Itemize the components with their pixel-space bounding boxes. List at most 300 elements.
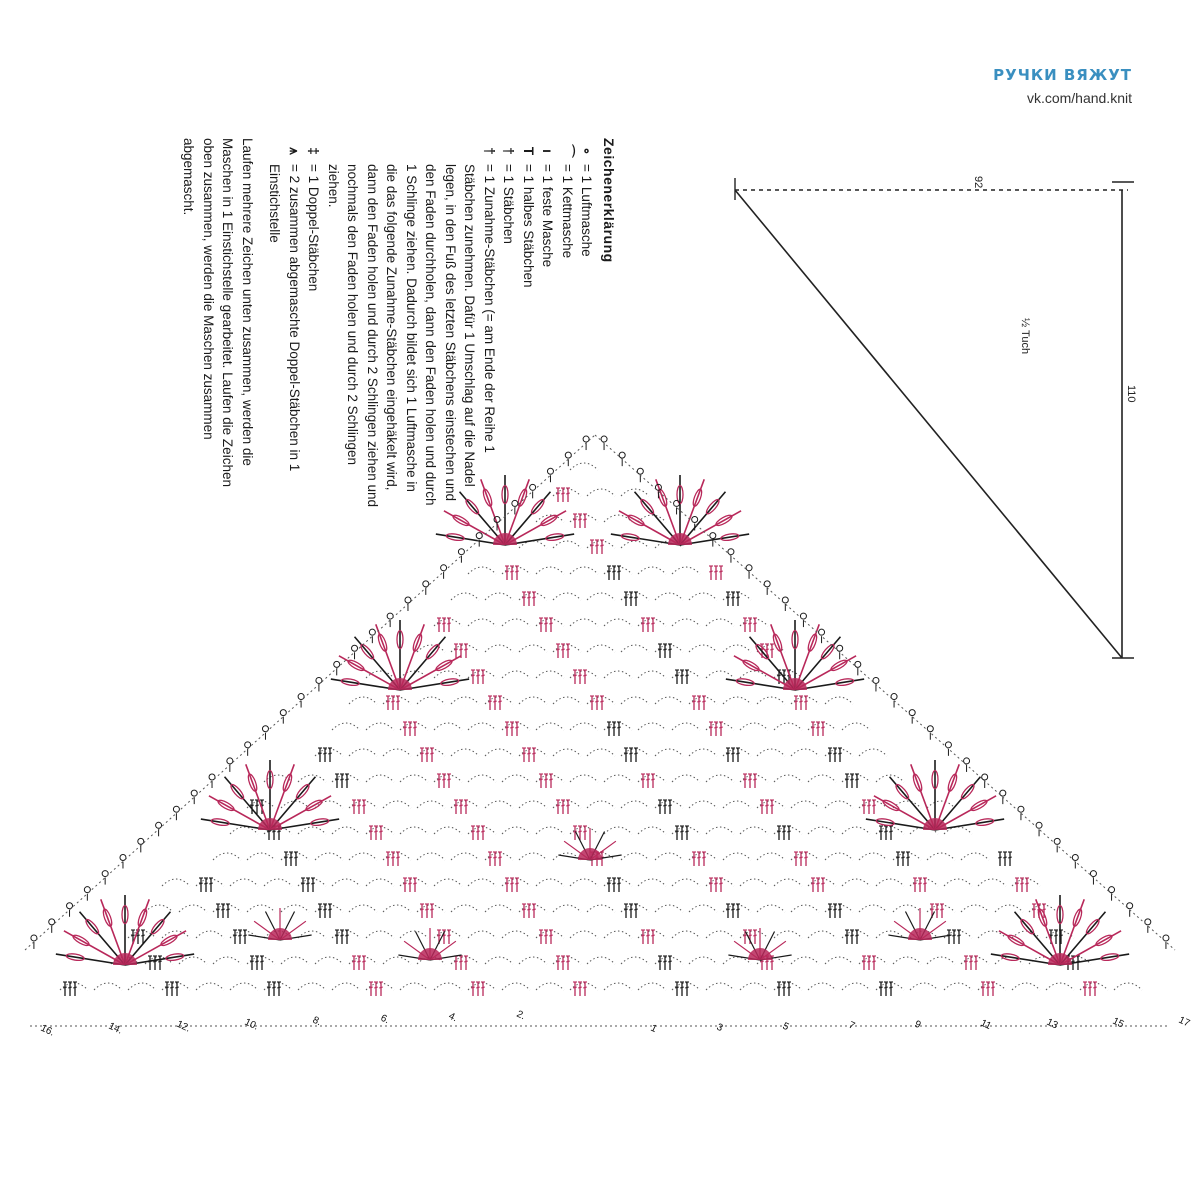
stitch-crossbar	[629, 597, 633, 598]
chain-arc	[553, 749, 581, 756]
picot	[710, 533, 716, 539]
chain-arc	[706, 619, 734, 626]
chain-arc	[961, 957, 989, 964]
chain-arc	[451, 697, 479, 704]
chain-arc	[961, 853, 989, 860]
chain-arc	[94, 983, 122, 990]
stitch-crossbar	[396, 701, 400, 702]
stitch-crossbar	[986, 987, 990, 988]
stitch-crossbar	[345, 779, 349, 780]
stitch-crossbar	[906, 857, 910, 858]
picot	[316, 677, 322, 683]
chain-arc	[332, 827, 360, 834]
picot	[156, 822, 162, 828]
stitch-crossbar	[476, 831, 480, 832]
stitch-crossbar	[549, 623, 553, 624]
chain-arc	[910, 879, 938, 886]
stitch-crossbar	[998, 857, 1002, 858]
chain-arc	[604, 983, 632, 990]
chain-arc	[400, 931, 428, 938]
chain-arc	[536, 567, 564, 574]
chain-arc	[349, 697, 377, 704]
chain-arc	[587, 489, 615, 496]
chain-arc	[502, 567, 530, 574]
picot	[1109, 887, 1115, 893]
chain-arc	[400, 723, 428, 730]
chain-arc	[400, 983, 428, 990]
stitch-crossbar	[748, 623, 752, 624]
stitch-crossbar	[714, 727, 718, 728]
chain-arc	[570, 931, 598, 938]
chain-arc	[587, 645, 615, 652]
chain-arc	[298, 827, 326, 834]
stitch-crossbar	[476, 987, 480, 988]
chain-arc	[689, 957, 717, 964]
chain-arc	[808, 775, 836, 782]
stitch-crossbar	[889, 831, 893, 832]
stitch-crossbar	[709, 571, 713, 572]
stitch-crossbar	[782, 831, 786, 832]
stitch-crossbar	[612, 727, 616, 728]
stitch-crossbar	[306, 883, 310, 884]
stitch-crossbar	[940, 909, 944, 910]
stitch-crossbar	[748, 779, 752, 780]
legend-note: Laufen mehrere Zeichen unten zusammen, werden die Maschen in 1 Einstichstelle gearbeitet. Laufen die Zeichen oben zusammen, werden die Maschen zusammen abgemascht.	[181, 138, 255, 487]
chain-arc	[740, 723, 768, 730]
stitch-crossbar	[510, 883, 514, 884]
stitch-crossbar	[629, 753, 633, 754]
slip-stitch-symbol: ⌒	[560, 144, 575, 158]
stitch-crossbar	[464, 805, 468, 806]
stitch-crossbar	[532, 597, 536, 598]
chain-arc	[604, 775, 632, 782]
stitch-crossbar	[243, 935, 247, 936]
chain-arc	[417, 749, 445, 756]
stitch-crossbar	[651, 623, 655, 624]
schematic-label: ½ Tuch	[1019, 318, 1031, 355]
treble-symbol: ‡	[306, 147, 322, 155]
chain-arc	[638, 671, 666, 678]
stitch-crossbar	[515, 727, 519, 728]
chain-arc	[638, 827, 666, 834]
stitch-crossbar	[753, 623, 757, 624]
picot	[387, 613, 393, 619]
stitch-crossbar	[260, 961, 264, 962]
stitch-crossbar	[328, 753, 332, 754]
stitch-crossbar	[855, 935, 859, 936]
chain-arc	[485, 905, 513, 912]
chain-arc	[604, 567, 632, 574]
chain-arc	[519, 749, 547, 756]
chain-arc	[689, 645, 717, 652]
stitch-crossbar	[595, 701, 599, 702]
stitch-crossbar	[510, 571, 514, 572]
stitch-crossbar	[782, 987, 786, 988]
chain-arc	[315, 957, 343, 964]
stitch-crossbar	[442, 623, 446, 624]
chain-arc	[502, 879, 530, 886]
chain-arc	[808, 827, 836, 834]
chain-arc	[451, 749, 479, 756]
chain-arc	[587, 541, 615, 548]
chain-arc	[876, 983, 904, 990]
chain-arc	[672, 879, 700, 886]
stitch-crossbar	[68, 987, 72, 988]
stitch-crossbar	[804, 701, 808, 702]
chain-arc	[485, 801, 513, 808]
stitch-crossbar	[408, 727, 412, 728]
row-label: 1	[648, 1022, 659, 1036]
chain-arc	[536, 931, 564, 938]
chain-arc	[485, 957, 513, 964]
chain-arc	[638, 567, 666, 574]
stitch-crossbar	[272, 831, 276, 832]
stitch-crossbar	[527, 597, 531, 598]
stitch-crossbar	[561, 649, 565, 650]
stitch-crossbar	[447, 623, 451, 624]
stitch-crossbar	[935, 909, 939, 910]
stitch-crossbar	[668, 961, 672, 962]
chain-arc	[723, 905, 751, 912]
chain-arc	[383, 749, 411, 756]
stitch-crossbar	[476, 675, 480, 676]
chain-arc	[570, 775, 598, 782]
chain-arc	[332, 775, 360, 782]
chain-arc	[621, 957, 649, 964]
chain-arc	[774, 775, 802, 782]
chain-arc	[876, 827, 904, 834]
chain-arc	[604, 879, 632, 886]
stitch-crossbar	[765, 961, 769, 962]
chain-arc	[655, 749, 683, 756]
chain-arc	[536, 619, 564, 626]
chain-arc	[213, 853, 241, 860]
chain-arc	[570, 983, 598, 990]
picot	[530, 484, 536, 490]
stitch-crossbar	[566, 961, 570, 962]
stitch-crossbar	[719, 883, 723, 884]
row-label: 8.	[310, 1014, 323, 1029]
stitch-crossbar	[770, 805, 774, 806]
row-label: 14.	[106, 1020, 124, 1037]
legend-text: = 1 halbes Stäbchen	[521, 164, 536, 288]
chain-arc	[1012, 983, 1040, 990]
chain-arc	[553, 697, 581, 704]
chain-arc	[145, 905, 173, 912]
chain-arc	[434, 827, 462, 834]
stitch-crossbar	[612, 883, 616, 884]
stitch-crossbar	[600, 545, 604, 546]
chain-arc	[808, 931, 836, 938]
stitch-crossbar	[804, 857, 808, 858]
chain-arc	[655, 645, 683, 652]
stitch-crossbar	[430, 909, 434, 910]
chain-arc	[859, 905, 887, 912]
picot	[583, 436, 589, 442]
stitch-crossbar	[680, 987, 684, 988]
picot	[245, 742, 251, 748]
stitch-crossbar	[396, 857, 400, 858]
stitch-crossbar	[889, 987, 893, 988]
stitch-crossbar	[685, 831, 689, 832]
chain-arc	[672, 723, 700, 730]
picot	[601, 436, 607, 442]
stitch-crossbar	[617, 571, 621, 572]
chain-arc	[417, 697, 445, 704]
picot	[1000, 790, 1006, 796]
chain-arc	[349, 905, 377, 912]
row-label: 15	[1110, 1015, 1126, 1031]
chain-arc	[485, 593, 513, 600]
chain-arc	[383, 801, 411, 808]
stitch-crossbar	[697, 857, 701, 858]
picot	[49, 919, 55, 925]
fan-center	[578, 848, 602, 860]
chain-arc	[502, 827, 530, 834]
stitch-crossbar	[736, 909, 740, 910]
chain-arc	[468, 775, 496, 782]
stitch-crossbar	[413, 727, 417, 728]
chain-arc	[349, 957, 377, 964]
chain-arc	[689, 801, 717, 808]
stitch-crossbar	[345, 935, 349, 936]
stitch-crossbar	[561, 493, 565, 494]
stitch-crossbar	[566, 493, 570, 494]
chain-arc	[298, 983, 326, 990]
stitch-crossbar	[328, 909, 332, 910]
stitch-crossbar	[731, 753, 735, 754]
chain-arc	[434, 671, 462, 678]
chain-arc	[553, 645, 581, 652]
stitch-crossbar	[425, 909, 429, 910]
stitch-crossbar	[1025, 883, 1029, 884]
stitch-crossbar	[770, 961, 774, 962]
row-label: 6.	[378, 1012, 391, 1027]
row-label: 3	[714, 1021, 725, 1035]
chain-arc	[468, 567, 496, 574]
chain-arc	[825, 853, 853, 860]
stitch-crossbar	[362, 805, 366, 806]
chain-arc	[349, 749, 377, 756]
chain-arc	[672, 619, 700, 626]
chain-arc	[468, 619, 496, 626]
stitch-crossbar	[561, 805, 565, 806]
stitch-crossbar	[1054, 935, 1058, 936]
chain-arc	[791, 801, 819, 808]
chain-arc	[1012, 879, 1040, 886]
chain-arc	[621, 541, 649, 548]
stitch-crossbar	[770, 649, 774, 650]
stitch-crossbar	[736, 753, 740, 754]
row-label: 7	[846, 1019, 857, 1033]
chain-arc	[468, 671, 496, 678]
chain-arc	[247, 853, 275, 860]
chain-arc	[689, 853, 717, 860]
stitch-crossbar	[600, 701, 604, 702]
stitch-crossbar	[663, 649, 667, 650]
chain-arc	[706, 827, 734, 834]
picot	[637, 468, 643, 474]
chain-arc	[451, 957, 479, 964]
chain-arc	[723, 853, 751, 860]
stitch-crossbar	[357, 805, 361, 806]
stitch-crossbar	[294, 857, 298, 858]
chain-arc	[587, 801, 615, 808]
half-double-symbol: T	[521, 146, 536, 156]
chain-arc	[400, 775, 428, 782]
chain-arc	[689, 593, 717, 600]
chain-arc	[604, 723, 632, 730]
chain-arc	[434, 931, 462, 938]
chain-arc	[774, 879, 802, 886]
stitch-crossbar	[493, 857, 497, 858]
stitch-crossbar	[714, 571, 718, 572]
legend-text: = 2 zusammen abgemaschte Doppel-Stäbchen in 1 Einstichstelle	[267, 164, 302, 472]
chain-arc	[842, 879, 870, 886]
stitch-crossbar	[680, 831, 684, 832]
chain-arc	[842, 723, 870, 730]
chain-arc	[791, 957, 819, 964]
chain-arc	[655, 853, 683, 860]
stitch-crossbar	[532, 909, 536, 910]
chain-arc	[434, 619, 462, 626]
chain-arc	[723, 645, 751, 652]
row-label: 10.	[242, 1016, 260, 1033]
chain-arc	[519, 905, 547, 912]
chain-arc	[944, 983, 972, 990]
chain-arc	[434, 879, 462, 886]
chain-arc	[621, 593, 649, 600]
chain-arc	[315, 905, 343, 912]
stitch-crossbar	[209, 883, 213, 884]
chain-arc	[842, 827, 870, 834]
chain-arc	[434, 723, 462, 730]
stitch-crossbar	[442, 779, 446, 780]
stitch-crossbar	[753, 935, 757, 936]
chain-arc	[179, 905, 207, 912]
stitch-crossbar	[238, 935, 242, 936]
stitch-crossbar	[527, 753, 531, 754]
stitch-crossbar	[323, 909, 327, 910]
chain-arc	[689, 749, 717, 756]
chain-arc	[842, 983, 870, 990]
stitch-crossbar	[850, 779, 854, 780]
chain-arc	[536, 723, 564, 730]
stitch-crossbar	[277, 831, 281, 832]
picot	[1072, 854, 1078, 860]
chain-arc	[485, 697, 513, 704]
chain-arc	[536, 983, 564, 990]
stitch-crossbar	[731, 909, 735, 910]
chain-arc	[808, 983, 836, 990]
stitch-crossbar	[544, 779, 548, 780]
chain-arc	[570, 827, 598, 834]
chain-arc	[587, 957, 615, 964]
chain-arc	[281, 957, 309, 964]
chain-arc	[247, 957, 275, 964]
chain-arc	[468, 723, 496, 730]
stitch-crossbar	[646, 779, 650, 780]
stitch-crossbar	[583, 675, 587, 676]
stitch-crossbar	[430, 753, 434, 754]
stitch-crossbar	[493, 701, 497, 702]
stitch-crossbar	[515, 883, 519, 884]
chain-arc	[638, 931, 666, 938]
chain-arc	[196, 931, 224, 938]
stitch-crossbar	[867, 805, 871, 806]
chain-arc	[825, 749, 853, 756]
stitch-crossbar	[255, 961, 259, 962]
stitch-crossbar	[1088, 987, 1092, 988]
shawl-schematic	[735, 176, 1137, 658]
stitch-crossbar	[595, 545, 599, 546]
chain-arc	[842, 775, 870, 782]
chain-arc	[638, 983, 666, 990]
legend-text: = 1 feste Masche	[540, 164, 556, 268]
picot	[945, 742, 951, 748]
chain-arc	[434, 775, 462, 782]
chain-arc	[570, 879, 598, 886]
fan-center	[748, 948, 772, 960]
chain-arc	[553, 541, 581, 548]
stitch-crossbar	[765, 805, 769, 806]
chain-arc	[655, 593, 683, 600]
stitch-crossbar	[391, 857, 395, 858]
chain-arc	[621, 853, 649, 860]
stitch-crossbar	[765, 649, 769, 650]
stitch-crossbar	[969, 961, 973, 962]
chain-arc	[604, 619, 632, 626]
chain-arc	[672, 931, 700, 938]
chain-arc	[927, 801, 955, 808]
stitch-crossbar	[374, 831, 378, 832]
stitch-crossbar	[833, 753, 837, 754]
picot	[334, 661, 340, 667]
stitch-crossbar	[748, 935, 752, 936]
chain-arc	[927, 957, 955, 964]
stitch-crossbar	[719, 571, 723, 572]
stitch-crossbar	[821, 727, 825, 728]
chain-arc	[230, 931, 258, 938]
chain-arc	[791, 697, 819, 704]
row-label: 13	[1044, 1016, 1060, 1032]
chain-arc	[570, 567, 598, 574]
chain-arc	[264, 983, 292, 990]
stitch-crossbar	[515, 571, 519, 572]
chain-arc	[672, 567, 700, 574]
chain-arc	[961, 905, 989, 912]
chain-arc	[536, 827, 564, 834]
chain-arc	[978, 879, 1006, 886]
stitch-crossbar	[685, 675, 689, 676]
chain-arc	[706, 723, 734, 730]
chain-arc	[655, 697, 683, 704]
picot	[298, 694, 304, 700]
chain-arc	[468, 879, 496, 886]
chain-arc	[519, 697, 547, 704]
picot	[619, 452, 625, 458]
picot	[1090, 871, 1096, 877]
fan-center	[908, 928, 932, 940]
stitch-crossbar	[663, 961, 667, 962]
chain-arc	[162, 879, 190, 886]
chain-arc	[723, 749, 751, 756]
chain-arc	[706, 775, 734, 782]
chain-arc	[570, 515, 598, 522]
chain-arc	[417, 905, 445, 912]
chain-arc	[451, 593, 479, 600]
stitch-crossbar	[799, 857, 803, 858]
